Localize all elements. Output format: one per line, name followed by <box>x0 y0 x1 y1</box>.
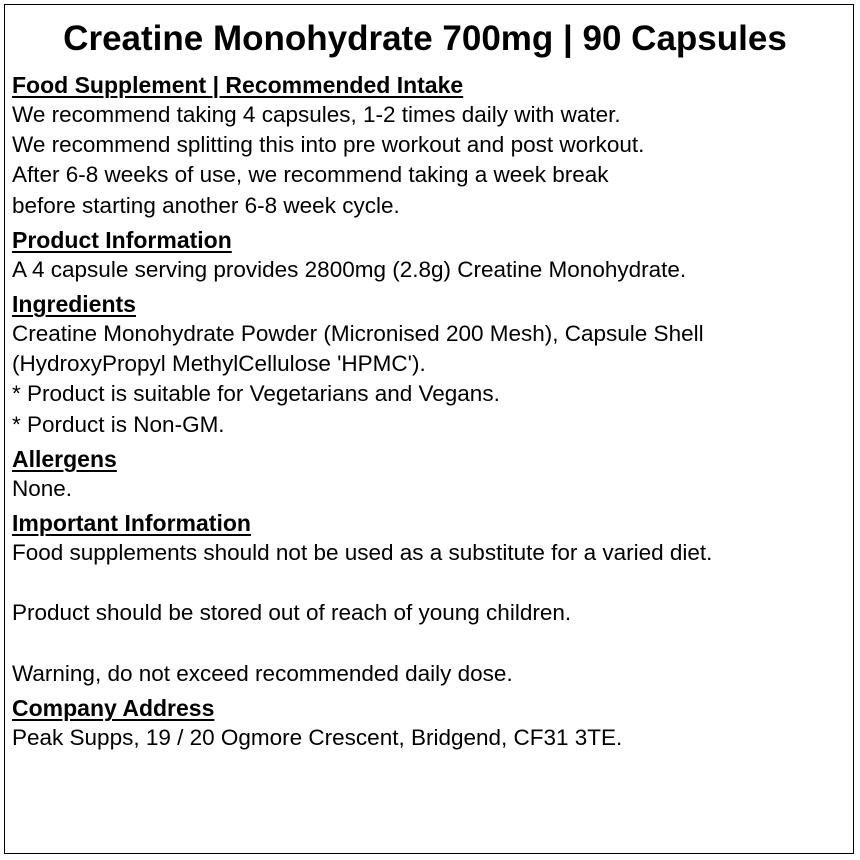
text-line: None. <box>12 475 73 501</box>
text-line: * Porduct is Non-GM. <box>12 411 225 437</box>
text-line: before starting another 6-8 week cycle. <box>12 192 400 218</box>
section-heading: Ingredients <box>12 291 136 318</box>
text-line: A 4 capsule serving provides 2800mg (2.8g) Creatine Monohydrate. <box>12 256 687 282</box>
section-heading: Product Information <box>12 226 232 253</box>
text-line: Peak Supps, 19 / 20 Ogmore Crescent, Bridgend, CF31 3TE. <box>12 725 623 751</box>
section-product-information <box>12 225 858 285</box>
section-allergens <box>12 444 858 504</box>
text-line: After 6-8 weeks of use, we recommend taking a week break <box>12 162 609 188</box>
section-important-information <box>12 508 858 689</box>
text-line: (HydroxyPropyl MethylCellulose 'HPMC'). <box>12 351 426 377</box>
section-heading: Allergens <box>12 445 117 472</box>
text-line: Warning, do not exceed recommended daily dose. <box>12 660 513 686</box>
page-title: Creatine Monohydrate 700mg | 90 Capsules <box>63 19 787 58</box>
section-heading: Important Information <box>12 510 251 537</box>
label-content <box>12 70 858 753</box>
text-line: Food supplements should not be used as a substitute for a varied diet. <box>12 540 713 566</box>
text-line: * Product is suitable for Vegetarians and Vegans. <box>12 381 500 407</box>
text-line: Product should be stored out of reach of young children. <box>12 600 572 626</box>
section-company-address <box>12 693 858 753</box>
section-heading: Company Address <box>12 695 215 722</box>
section-recommended-intake <box>12 70 858 221</box>
text-line: We recommend taking 4 capsules, 1-2 times daily with water. <box>12 102 621 127</box>
section-heading: Food Supplement | Recommended Intake <box>12 72 464 98</box>
text-line: We recommend splitting this into pre workout and post workout. <box>12 132 645 158</box>
text-line: Creatine Monohydrate Powder (Micronised 200 Mesh), Capsule Shell <box>12 321 704 347</box>
section-ingredients <box>12 289 858 440</box>
